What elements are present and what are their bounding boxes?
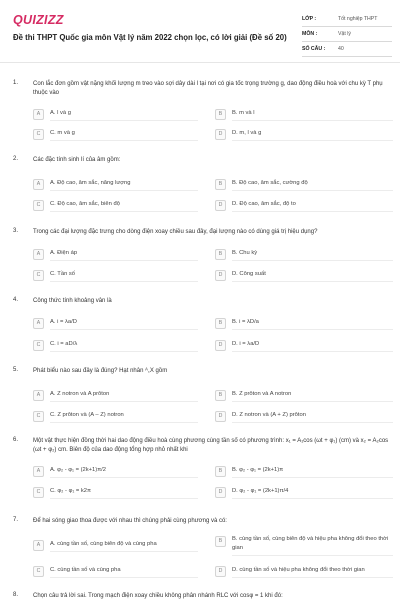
meta-label: MÔN : (302, 31, 318, 37)
option-underline (232, 120, 393, 121)
option-underline (50, 190, 198, 191)
option-d[interactable] (215, 339, 393, 352)
question-text: Để hai sóng giao thoa được với nhau thì chúng phải cùng phương và có: (33, 518, 227, 524)
option-text: B. Chu kỳ (232, 250, 258, 256)
option-letter: D (215, 340, 226, 351)
meta-label: LỚP : (302, 16, 317, 22)
option-text: B. φ₂ - φ₁ = (2k+1)π (232, 467, 284, 473)
meta-label: SỐ CÂU : (302, 46, 326, 52)
option-text: C. φ₂ - φ₁ = k2π (50, 488, 92, 494)
option-letter: C (33, 200, 44, 211)
option-letter: A (33, 109, 44, 120)
option-letter: A (33, 249, 44, 260)
option-text: C. m và g (50, 130, 75, 136)
option-text: C. Tần số (50, 271, 76, 277)
option-d[interactable] (215, 199, 393, 212)
option-underline (50, 577, 198, 578)
question-number: 8. (13, 592, 19, 598)
option-c[interactable] (33, 199, 198, 212)
option-b[interactable] (215, 108, 393, 121)
option-underline (232, 555, 393, 556)
option-text: C. cùng tần số và cùng pha (50, 567, 121, 573)
option-text: A. φ₂ - φ₁ = (2k+1)π/2 (50, 467, 106, 473)
option-underline (50, 281, 198, 282)
question-number: 4. (13, 297, 19, 303)
option-letter: C (33, 340, 44, 351)
option-underline (232, 260, 393, 261)
option-a[interactable] (33, 178, 198, 191)
option-underline (50, 477, 198, 478)
option-d[interactable] (215, 269, 393, 282)
option-underline (50, 351, 198, 352)
option-underline (232, 422, 393, 423)
header-divider (0, 62, 400, 63)
option-d[interactable] (215, 486, 393, 499)
option-text: D. Độ cao, âm sắc, độ to (232, 201, 296, 207)
option-text: B. Độ cao, âm sắc, cường độ (232, 180, 308, 186)
option-letter: A (33, 540, 44, 551)
option-underline (232, 477, 393, 478)
option-text: C. i = aD/λ (50, 341, 78, 347)
option-d[interactable] (215, 565, 393, 578)
option-text: D. cùng tần số và hiệu pha không đổi theo thời gian (232, 567, 365, 573)
question-text: Công thức tính khoảng vân là (33, 298, 112, 304)
option-text: D. φ₂ - φ₁ = (2k+1)π/4 (232, 488, 289, 494)
option-letter: D (215, 200, 226, 211)
option-letter: B (215, 179, 226, 190)
option-text: A. Điện áp (50, 250, 78, 256)
meta-value: Vật lý (338, 31, 351, 37)
question-number: 7. (13, 517, 19, 523)
option-a[interactable] (33, 108, 198, 121)
option-letter: A (33, 179, 44, 190)
option-c[interactable] (33, 565, 198, 578)
option-letter: C (33, 270, 44, 281)
option-letter: B (215, 466, 226, 477)
option-text: D. Công suất (232, 271, 266, 277)
option-letter: C (33, 411, 44, 422)
option-text: A. l và g (50, 110, 71, 116)
option-text: B. m và l (232, 110, 255, 116)
option-c[interactable] (33, 269, 198, 282)
option-letter: D (215, 566, 226, 577)
option-underline (232, 577, 393, 578)
option-b[interactable] (215, 535, 393, 556)
question-number: 5. (13, 367, 19, 373)
option-a[interactable] (33, 389, 198, 402)
option-text: D. m, l và g (232, 130, 262, 136)
option-letter: A (33, 318, 44, 329)
option-letter: C (33, 129, 44, 140)
option-underline (232, 329, 393, 330)
question-number: 3. (13, 228, 19, 234)
option-underline (50, 260, 198, 261)
question-number: 2. (13, 156, 19, 162)
option-letter: A (33, 466, 44, 477)
option-text: A. cùng tần số, cùng biên độ và cùng pha (50, 541, 157, 547)
option-c[interactable] (33, 410, 198, 423)
option-underline (50, 120, 198, 121)
meta-row-count (302, 42, 392, 57)
option-text: B. i = λD/a (232, 319, 259, 325)
option-underline (50, 211, 198, 212)
option-underline (50, 329, 198, 330)
option-a[interactable] (33, 465, 198, 478)
option-text: B. Z prôton và A notron (232, 391, 292, 397)
option-a[interactable] (33, 317, 198, 330)
meta-row-subject (302, 27, 392, 42)
option-underline (50, 140, 198, 141)
option-underline (232, 211, 393, 212)
question-text: Một vật thực hiện đồng thời hai dao động điều hoà cùng phương cùng tần số có phương trình: x₁ = A₁cos (ωt + φ₁) (cm) và x₂ = A₂cos (ωt + φ₂) cm. Biên độ của dao động tổng hợp nhỏ nhất khi (33, 438, 389, 453)
meta-value: Tốt nghiệp THPT (338, 16, 378, 22)
option-b[interactable] (215, 465, 393, 478)
option-text: C. Độ cao, âm sắc, biên độ (50, 201, 120, 207)
option-letter: B (215, 249, 226, 260)
option-letter: A (33, 390, 44, 401)
option-letter: D (215, 129, 226, 140)
option-text: A. i = λa/D (50, 319, 77, 325)
option-d[interactable] (215, 410, 393, 423)
meta-row-class (302, 12, 392, 27)
quizizz-logo: QUIZIZZ (13, 13, 64, 27)
option-text: A. Z notron và A prôton (50, 391, 110, 397)
option-letter: D (215, 487, 226, 498)
option-underline (232, 281, 393, 282)
option-text: D. Z notron và (A + Z) prôton (232, 412, 306, 418)
option-b[interactable] (215, 389, 393, 402)
option-underline (232, 498, 393, 499)
option-a[interactable] (33, 248, 198, 261)
option-underline (232, 190, 393, 191)
option-underline (50, 401, 198, 402)
option-letter: C (33, 487, 44, 498)
option-underline (50, 498, 198, 499)
option-b[interactable] (215, 248, 393, 261)
meta-value: 40 (338, 46, 344, 52)
option-letter: B (215, 390, 226, 401)
option-letter: B (215, 536, 226, 547)
option-letter: D (215, 270, 226, 281)
option-b[interactable] (215, 178, 393, 191)
option-a[interactable] (33, 539, 198, 552)
option-letter: B (215, 109, 226, 120)
option-d[interactable] (215, 128, 393, 141)
question-text: Chọn câu trả lời sai. Trong mạch điện xoay chiều không phân nhánh RLC với cosφ = 1 khi đó: (33, 593, 283, 599)
option-underline (232, 140, 393, 141)
option-underline (50, 422, 198, 423)
question-text: Con lắc đơn gồm vật nặng khối lượng m treo vào sợi dây dài l tại nơi có gia tốc trọng trường g, dao động điều hoà với chu kỳ T phụ thuộc vào (33, 81, 383, 96)
question-text: Phát biểu nào sau đây là đúng? Hạt nhân ᴬ꜀X gồm (33, 368, 168, 374)
option-c[interactable] (33, 486, 198, 499)
meta-table (302, 12, 392, 57)
question-number: 1. (13, 80, 19, 86)
question-number: 6. (13, 437, 19, 443)
option-letter: B (215, 318, 226, 329)
option-text: D. i = λa/D (232, 341, 260, 347)
option-text: A. Độ cao, âm sắc, năng lượng (50, 180, 131, 186)
worksheet-header (0, 0, 400, 62)
option-c[interactable] (33, 339, 198, 352)
option-text: B. cùng tần số, cùng biên độ và hiệu pha không đổi theo thời gian (232, 536, 389, 551)
option-c[interactable] (33, 128, 198, 141)
option-underline (50, 551, 198, 552)
option-text: C. Z prôton và (A – Z) notron (50, 412, 124, 418)
question-text: Trong các đại lượng đặc trưng cho dòng điện xoay chiều sau đây, đại lượng nào có dùng giá trị hiệu dụng? (33, 229, 318, 235)
question-text: Các đặc tính sinh lí của âm gồm: (33, 157, 121, 163)
option-underline (232, 401, 393, 402)
document-title: Đề thi THPT Quốc gia môn Vật lý năm 2022 chọn lọc, có lời giải (Đề số 20) (13, 33, 287, 42)
option-underline (232, 351, 393, 352)
option-b[interactable] (215, 317, 393, 330)
option-letter: C (33, 566, 44, 577)
option-letter: D (215, 411, 226, 422)
